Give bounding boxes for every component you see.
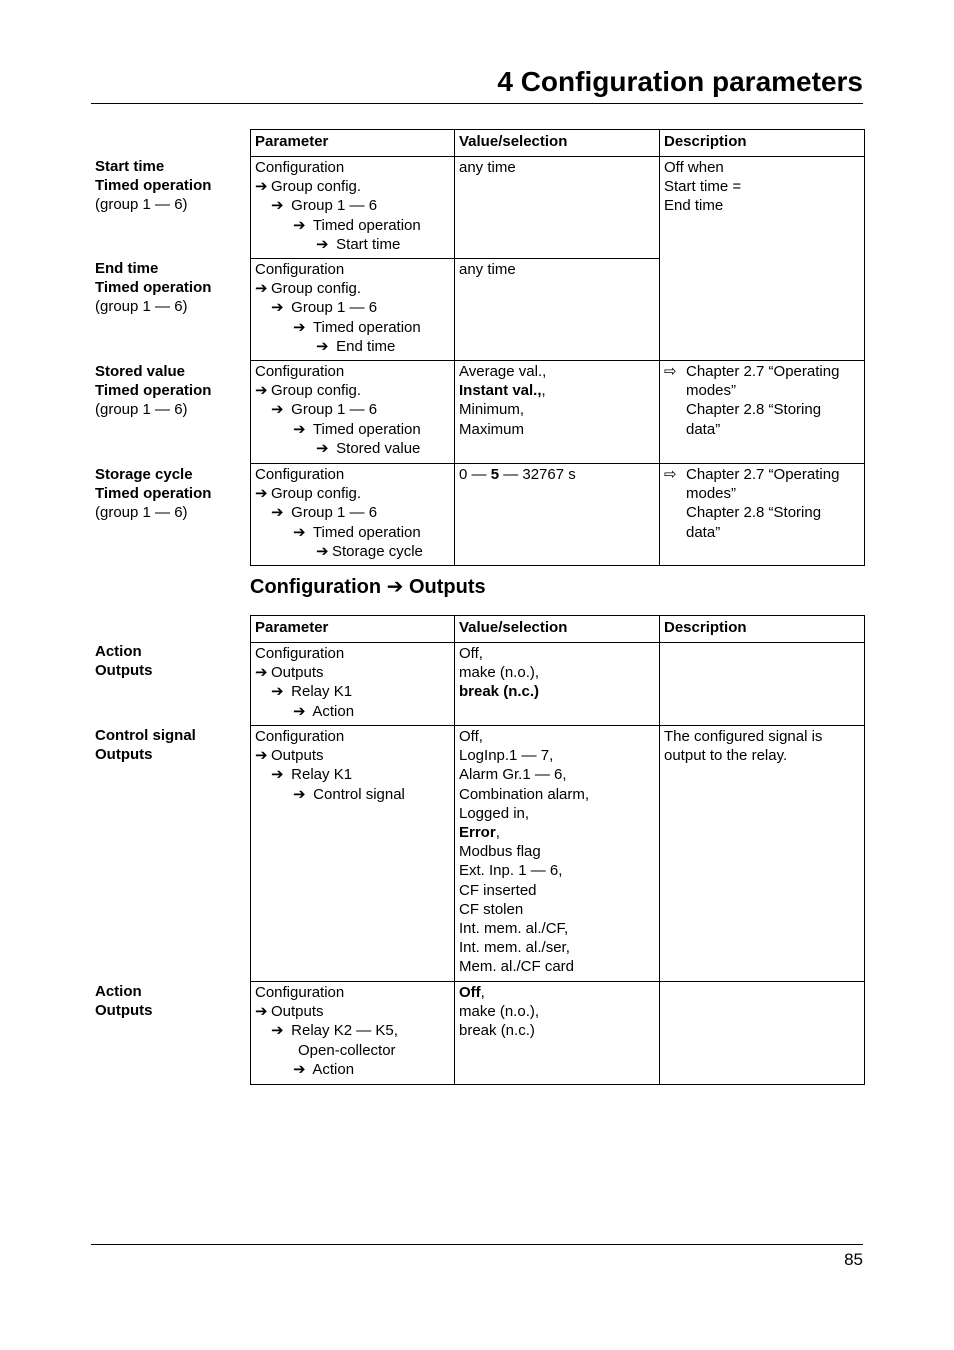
path-text: Action	[312, 702, 355, 720]
right-arrow-icon: ➔	[293, 1060, 306, 1078]
right-arrow-icon: ➔	[316, 337, 329, 355]
label-subtitle: Timed operation	[95, 485, 212, 503]
value-default: break (n.c.)	[459, 683, 540, 701]
right-arrow-icon: ➔	[271, 1022, 284, 1040]
label-title: Stored value	[95, 363, 186, 380]
label-group: (group 1 — 6)	[95, 401, 188, 419]
value-cell	[455, 643, 660, 726]
path-text: Group config.	[271, 178, 362, 196]
value-text: Logged in,	[459, 804, 530, 822]
right-arrow-icon: ➔	[271, 766, 284, 784]
right-arrow-icon: ➔	[271, 299, 284, 317]
value-cell	[455, 259, 660, 361]
value-text: LogInp.1 — 7,	[459, 747, 554, 765]
value-text: Average val.,	[459, 363, 547, 380]
value-text: Combination alarm,	[459, 785, 590, 803]
value-text: — 32767 s	[499, 466, 576, 483]
reference-arrow-icon: ⇨	[664, 466, 677, 483]
path-level-2	[255, 682, 450, 701]
label-group: (group 1 — 6)	[95, 196, 188, 214]
header-description: Description	[660, 616, 865, 643]
path-text: Action	[312, 1060, 355, 1078]
path-text: Outputs	[271, 747, 324, 765]
value-text: CF inserted	[459, 881, 537, 899]
value-text: any time	[459, 261, 516, 278]
path-text: Outputs	[271, 1003, 324, 1021]
right-arrow-icon: ➔	[255, 1003, 268, 1021]
path-level-1	[255, 279, 450, 298]
header-parameter: Parameter	[251, 130, 455, 157]
label-subtitle: Timed operation	[95, 382, 212, 400]
label-storage-cycle	[95, 465, 250, 523]
value-text: Maximum	[459, 420, 525, 438]
value-text: Minimum,	[459, 401, 525, 419]
value-text: ,	[480, 984, 485, 1001]
label-stored-value	[95, 362, 250, 420]
value-text: Alarm Gr.1 — 6,	[459, 766, 567, 784]
right-arrow-icon: ➔	[271, 197, 284, 215]
value-default: Off	[459, 984, 481, 1001]
reference-text: modes”	[686, 485, 737, 503]
right-arrow-icon: ➔	[293, 523, 306, 541]
label-title: Action	[95, 643, 142, 660]
path-level-0: Configuration	[255, 261, 345, 278]
path-text: Group config.	[271, 280, 362, 298]
right-arrow-icon: ➔	[255, 747, 268, 765]
value-text: Mem. al./CF card	[459, 958, 575, 976]
value-line	[459, 983, 655, 1002]
path-level-2	[255, 298, 450, 317]
path-level-2	[255, 765, 450, 784]
path-level-4	[255, 235, 450, 254]
path-text: Relay K1	[291, 683, 353, 701]
path-text: Start time	[336, 235, 401, 253]
path-level-2	[255, 1021, 450, 1040]
right-arrow-icon: ➔	[271, 683, 284, 701]
parameter-path	[251, 726, 455, 982]
path-level-0: Configuration	[255, 466, 345, 483]
path-level-1	[255, 663, 450, 682]
header-value: Value/selection	[455, 616, 660, 643]
right-arrow-icon: ➔	[293, 702, 306, 720]
value-line	[459, 465, 655, 484]
value-cell	[455, 726, 660, 982]
path-text: Relay K1	[291, 766, 353, 784]
parameter-path	[251, 259, 455, 361]
right-arrow-icon: ➔	[255, 178, 268, 196]
page-number: 85	[844, 1250, 863, 1269]
timed-operation-table	[250, 129, 865, 566]
description-cell	[660, 361, 865, 464]
path-text: Group 1 — 6	[291, 197, 378, 215]
label-action-k1	[95, 642, 250, 680]
path-level-2	[255, 400, 450, 419]
label-subtitle: Timed operation	[95, 177, 212, 195]
right-arrow-icon: ➔	[316, 235, 329, 253]
label-title: Action	[95, 983, 142, 1000]
right-arrow-icon: ➔	[271, 401, 284, 419]
value-default: 5	[490, 466, 500, 483]
label-title: Storage cycle	[95, 466, 193, 483]
label-group: (group 1 — 6)	[95, 504, 188, 522]
path-level-2	[255, 503, 450, 522]
value-text: ,	[541, 382, 546, 400]
description-text: The configured signal is	[664, 728, 823, 745]
description-text: End time	[664, 197, 724, 215]
label-subtitle: Outputs	[95, 746, 153, 764]
chapter-title: 4 Configuration parameters	[497, 66, 863, 97]
path-level-0: Configuration	[255, 728, 345, 745]
value-cell	[455, 982, 660, 1085]
label-subtitle: Outputs	[95, 1002, 153, 1020]
path-level-1	[255, 484, 450, 503]
reference-text: data”	[686, 523, 721, 541]
path-text: Timed operation	[312, 523, 421, 541]
description-text: output to the relay.	[664, 747, 788, 765]
path-text: Group 1 — 6	[291, 299, 378, 317]
table-row	[251, 726, 865, 982]
path-text: Relay K2 — K5,	[291, 1022, 398, 1040]
value-line	[459, 381, 655, 400]
path-text: Timed operation	[312, 420, 421, 438]
label-control-signal	[95, 726, 250, 764]
reference-text: Chapter 2.7 “Operating	[686, 363, 840, 380]
path-text: Group config.	[271, 485, 362, 503]
footer-rule	[91, 1244, 863, 1245]
path-level-3	[255, 1060, 450, 1079]
right-arrow-icon: ➔	[293, 216, 306, 234]
section-title: Configuration ➔ Outputs	[250, 576, 486, 598]
value-text: make (n.o.),	[459, 664, 540, 682]
path-text: Group config.	[271, 382, 362, 400]
value-text: Int. mem. al./CF,	[459, 920, 569, 938]
path-level-0: Configuration	[255, 645, 345, 662]
right-arrow-icon: ➔	[255, 280, 268, 298]
label-subtitle: Timed operation	[95, 279, 212, 297]
description-text: Start time =	[664, 178, 742, 196]
parameter-path	[251, 361, 455, 464]
path-text: Timed operation	[312, 216, 421, 234]
reference-text: modes”	[686, 382, 737, 400]
value-text: Modbus flag	[459, 843, 541, 861]
header-value: Value/selection	[455, 130, 660, 157]
right-arrow-icon: ➔	[271, 504, 284, 522]
path-level-0: Configuration	[255, 363, 345, 380]
table-header-row	[251, 130, 865, 157]
outputs-table	[250, 615, 865, 1085]
path-level-0: Configuration	[255, 984, 345, 1001]
table-row	[251, 464, 865, 566]
value-text: any time	[459, 159, 516, 176]
right-arrow-icon: ➔	[255, 664, 268, 682]
description-cell	[660, 726, 865, 982]
path-level-1	[255, 746, 450, 765]
description-cell	[660, 464, 865, 566]
label-title: End time	[95, 260, 159, 277]
path-level-2-continued: Open-collector	[298, 1041, 396, 1059]
header-description: Description	[660, 130, 865, 157]
label-title: Control signal	[95, 727, 196, 744]
path-level-3	[255, 216, 450, 235]
value-default: Instant val.,	[459, 382, 542, 400]
path-level-3	[255, 785, 450, 804]
description-text: Off when	[664, 159, 724, 176]
reference-text: Chapter 2.8 “Storing	[686, 504, 822, 522]
path-level-1	[255, 1002, 450, 1021]
table-header-row	[251, 616, 865, 643]
path-level-1	[255, 381, 450, 400]
value-text: break (n.c.)	[459, 1022, 535, 1040]
label-end-time	[95, 259, 250, 317]
parameter-path	[251, 982, 455, 1085]
header-parameter: Parameter	[251, 616, 455, 643]
value-text: Ext. Inp. 1 — 6,	[459, 862, 563, 880]
value-text: CF stolen	[459, 900, 524, 918]
value-line	[459, 823, 655, 842]
value-text: make (n.o.),	[459, 1003, 540, 1021]
right-arrow-icon: ➔	[316, 542, 329, 560]
description-cell	[660, 157, 865, 361]
value-cell	[455, 157, 660, 259]
path-level-3	[255, 523, 450, 542]
right-arrow-icon: ➔	[316, 439, 329, 457]
path-level-3	[255, 318, 450, 337]
reference-text: Chapter 2.7 “Operating	[686, 466, 840, 483]
path-text: Outputs	[271, 664, 324, 682]
table-row	[251, 157, 865, 259]
path-level-4	[255, 542, 450, 561]
reference-text: data”	[686, 420, 721, 438]
path-text: End time	[336, 337, 396, 355]
path-level-3	[255, 702, 450, 721]
path-level-0: Configuration	[255, 159, 345, 176]
table-row	[251, 361, 865, 464]
path-level-2	[255, 196, 450, 215]
value-text: Off,	[459, 728, 483, 745]
reference-arrow-icon: ⇨	[664, 363, 677, 380]
value-default: Error	[459, 824, 496, 842]
parameter-path	[251, 464, 455, 566]
description-cell	[660, 643, 865, 726]
label-action-k2-k5	[95, 982, 250, 1020]
table-row	[251, 643, 865, 726]
path-text: Group 1 — 6	[291, 504, 378, 522]
reference-text: Chapter 2.8 “Storing	[686, 401, 822, 419]
path-level-3	[255, 420, 450, 439]
path-text: Control signal	[313, 785, 405, 803]
value-text: ,	[495, 824, 500, 842]
label-group: (group 1 — 6)	[95, 298, 188, 316]
label-subtitle: Outputs	[95, 662, 153, 680]
right-arrow-icon: ➔	[293, 318, 306, 336]
path-level-1	[255, 177, 450, 196]
path-text: Group 1 — 6	[291, 401, 378, 419]
table-row	[251, 982, 865, 1085]
parameter-path	[251, 643, 455, 726]
label-title: Start time	[95, 158, 165, 175]
value-text: Off,	[459, 645, 483, 662]
path-text: Stored value	[336, 439, 421, 457]
value-cell	[455, 361, 660, 464]
reference-line	[664, 465, 860, 484]
path-level-4	[255, 439, 450, 458]
reference-line	[664, 362, 860, 381]
label-start-time	[95, 157, 250, 215]
description-cell	[660, 982, 865, 1085]
parameter-path	[251, 157, 455, 259]
right-arrow-icon: ➔	[293, 420, 306, 438]
right-arrow-icon: ➔	[255, 382, 268, 400]
right-arrow-icon: ➔	[255, 485, 268, 503]
value-text: 0 —	[459, 466, 491, 483]
right-arrow-icon: ➔	[293, 785, 306, 803]
path-text: Storage cycle	[332, 542, 423, 560]
value-cell	[455, 464, 660, 566]
value-text: Int. mem. al./ser,	[459, 939, 570, 957]
path-level-4	[255, 337, 450, 356]
header-rule	[91, 103, 863, 104]
path-text: Timed operation	[312, 318, 421, 336]
